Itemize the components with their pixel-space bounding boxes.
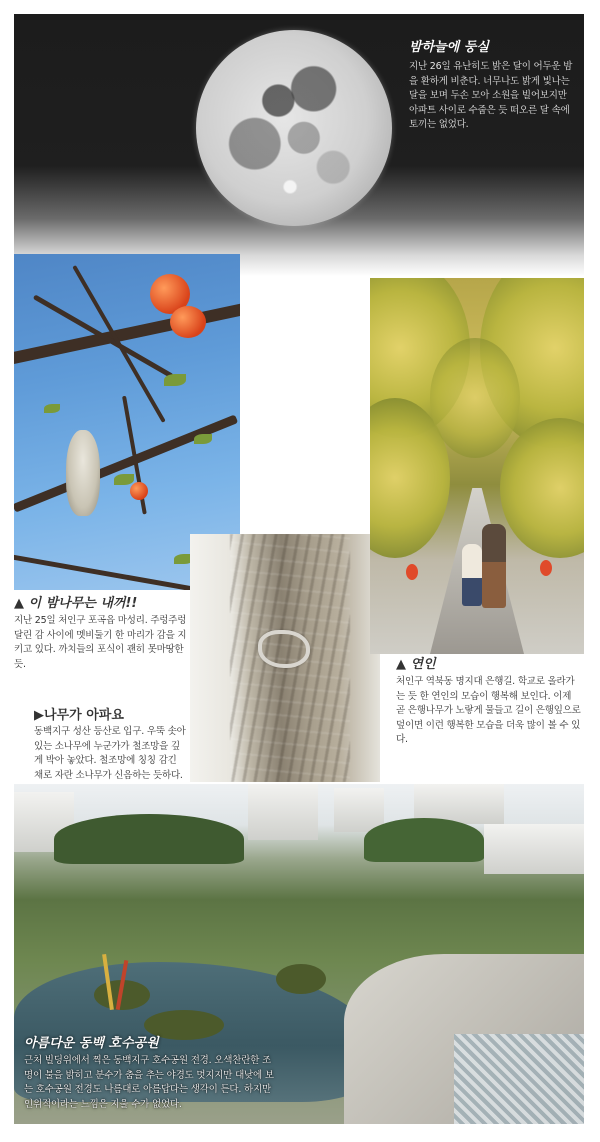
- moon-caption-title: 밤하늘에 둥실: [409, 40, 489, 55]
- full-moon-image: [196, 30, 392, 226]
- couple-caption-body: 처인구 역북동 명지대 은행길. 학교로 올라가는 듯 한 연인의 모습이 행복해 보인다. 이제 곧 은행나무가 노랗게 물들고 길이 은행잎으로 덮이면 이런 행복한 모습을 더욱 많이 볼 수 있다.: [396, 676, 581, 745]
- barbed-wire-image: [258, 630, 310, 668]
- lake-caption-title: 아름다운 동백 호수공원: [24, 1036, 159, 1051]
- pine-tree-wire-photo: [190, 534, 380, 782]
- couple-caption-title: ▲ 연인: [396, 657, 436, 672]
- persimmon-caption-body: 지난 25일 처인구 포곡읍 마성리. 주렁주렁 달린 감 사이에 멧비둘기 한 마리가 감을 지키고 있다. 까치들의 포식이 괜히 못마땅한 듯.: [14, 615, 187, 670]
- moon-caption-body: 지난 26일 유난히도 밝은 달이 어두운 밤을 환하게 비춘다. 너무나도 밝게 빛나는 달을 보며 두손 모아 소원을 빌어보지만 아파트 사이로 수줍은 듯 떠오른 달 속에 토끼는 없었다.: [409, 61, 573, 130]
- dove-image: [66, 430, 100, 516]
- ginkgo-couple-photo: [370, 278, 584, 654]
- lake-caption-body: 근처 빌딩위에서 찍은 동백지구 호수공원 전경. 오색찬란한 조명이 불을 밝히고 분수가 춤을 추는 야경도 멋지지만 대낮에 보는 호수공원 전경도 나름대로 아름답다는 생각이 든다. 하지만 인위적이라는 느낌은 지울 수가 없었다.: [24, 1055, 274, 1110]
- persimmon-caption-title: ▲ 이 밤나무는 내꺼!!: [14, 596, 138, 611]
- tree-caption-body: 동백지구 성산 등산로 입구. 우뚝 솟아있는 소나무에 누군가가 철조망을 깊게 박아 놓았다. 철조망에 칭칭 감긴 채로 자란 소나무가 신음하는 듯하다.: [34, 726, 186, 781]
- tree-caption-title: ▶나무가 아파요: [34, 708, 124, 723]
